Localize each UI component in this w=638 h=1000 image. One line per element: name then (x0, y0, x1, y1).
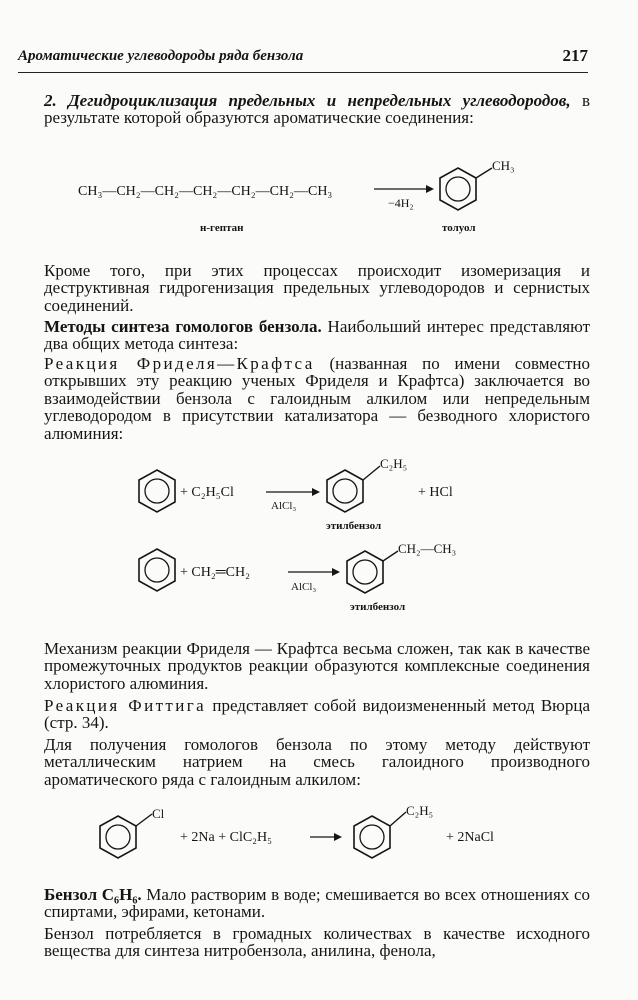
paragraph-benzene-uses: Бензол потребляется в громадных количествах в качестве исходного вещества для синтеза нитробензола, анилина, фенола, (44, 924, 590, 961)
methods-heading: Методы синтеза гомологов бензола. (44, 317, 322, 336)
reagent-chloroethane: + C₂H₅Cl (180, 485, 234, 500)
benzene-ring-product (327, 470, 363, 512)
dehydrogenation-reagent: −4H₂ (388, 196, 414, 210)
benzene-ring (139, 549, 175, 591)
label-toluene: толуол (442, 222, 476, 234)
reagent-ethylene: + CH₂═CH₂ (180, 565, 250, 580)
ethyl-substituent: C₂H₅ (380, 456, 408, 471)
label-ethylbenzene: этилбензол (350, 601, 406, 613)
section-2-paragraph (44, 92, 590, 127)
paragraph-homologs: Для получения гомологов бензола по этому методу действуют металлическим натрием на смесь галоидного производного ароматического ряда с галоидным алкилом: (44, 735, 590, 789)
label-ethylbenzene: этилбензол (326, 520, 382, 532)
byproduct-nacl: + 2NaCl (446, 830, 494, 845)
arrow-head (426, 185, 434, 193)
arrow-head (334, 833, 342, 841)
benzene-ring-product (354, 816, 390, 858)
fittig-text: представляет собой видоизмененный метод Вюрца (стр. 34). (44, 696, 590, 733)
section-2-heading: 2. Дегидроциклизация предельных и непредельных углеводородов, (44, 91, 571, 110)
bond-line (390, 812, 406, 826)
catalyst-label: AlCl₃ (291, 581, 317, 593)
page-header (18, 46, 588, 73)
running-title: Ароматические углеводороды ряда бензола (18, 48, 304, 64)
ethyl-chain: CH₂—CH₃ (398, 541, 457, 556)
fittig-name: Реакция Фиттига (44, 696, 207, 715)
page-number: 217 (562, 46, 588, 65)
benzene-ring (100, 816, 136, 858)
friedel-crafts-name: Реакция Фриделя—Крафтса (44, 354, 315, 373)
methods-text: Наибольший интерес представляют два общих метода синтеза: (44, 317, 590, 354)
catalyst-label: AlCl₃ (271, 500, 297, 512)
benzene-heading: Бензол C₆H₆. (44, 885, 142, 904)
bond-line (383, 551, 398, 561)
methyl-group: CH₃ (492, 158, 515, 173)
friedel-crafts-text: (названная по имени совместно открывших эту реакцию ученых Фриделя и Крафтса) заключается во взаимодействии бензола с галоидным алкилом или непредельным углеводородом в присутствии катализатора — безводного хлористого алюминия: (44, 354, 590, 443)
arrow-head (312, 488, 320, 496)
arrow-head (332, 568, 340, 576)
benzene-ring (139, 470, 175, 512)
benzene-ring-product (347, 551, 383, 593)
paragraph-benzene (44, 886, 590, 921)
paragraph-friedel-crafts (44, 355, 590, 442)
paragraph-mechanism: Механизм реакции Фриделя — Крафтса весьма сложен, так как в качестве промежуточных продуктов реакции образуются комплексные соединения хлористого алюминия. (44, 639, 590, 693)
benzene-text: Мало растворим в воде; смешивается во всех отношениях со спиртами, эфирами, кетонами. (44, 885, 590, 922)
byproduct-hcl: + HCl (418, 485, 453, 500)
chloro-substituent: Cl (152, 806, 165, 821)
benzene-ring (440, 168, 476, 210)
bond-line (363, 466, 380, 480)
paragraph-isomerization: Кроме того, при этих процессах происходит изомеризация и деструктивная гидрогенизация предельных углеводородов и сернистых соединений. (44, 261, 590, 315)
paragraph-fittig (44, 697, 590, 732)
bond-line (136, 814, 152, 826)
heptane-formula: CH₃—CH₂—CH₂—CH₂—CH₂—CH₂—CH₃ (78, 184, 333, 199)
label-heptane: н-гептан (200, 222, 244, 234)
fittig-reagents: + 2Na + ClC₂H₅ (180, 830, 273, 845)
section-2-text: в результате которой образуются ароматические соединения: (44, 91, 590, 128)
ethyl-substituent: C₂H₅ (406, 803, 434, 818)
paragraph-methods (44, 318, 590, 353)
bond-line (476, 168, 492, 178)
